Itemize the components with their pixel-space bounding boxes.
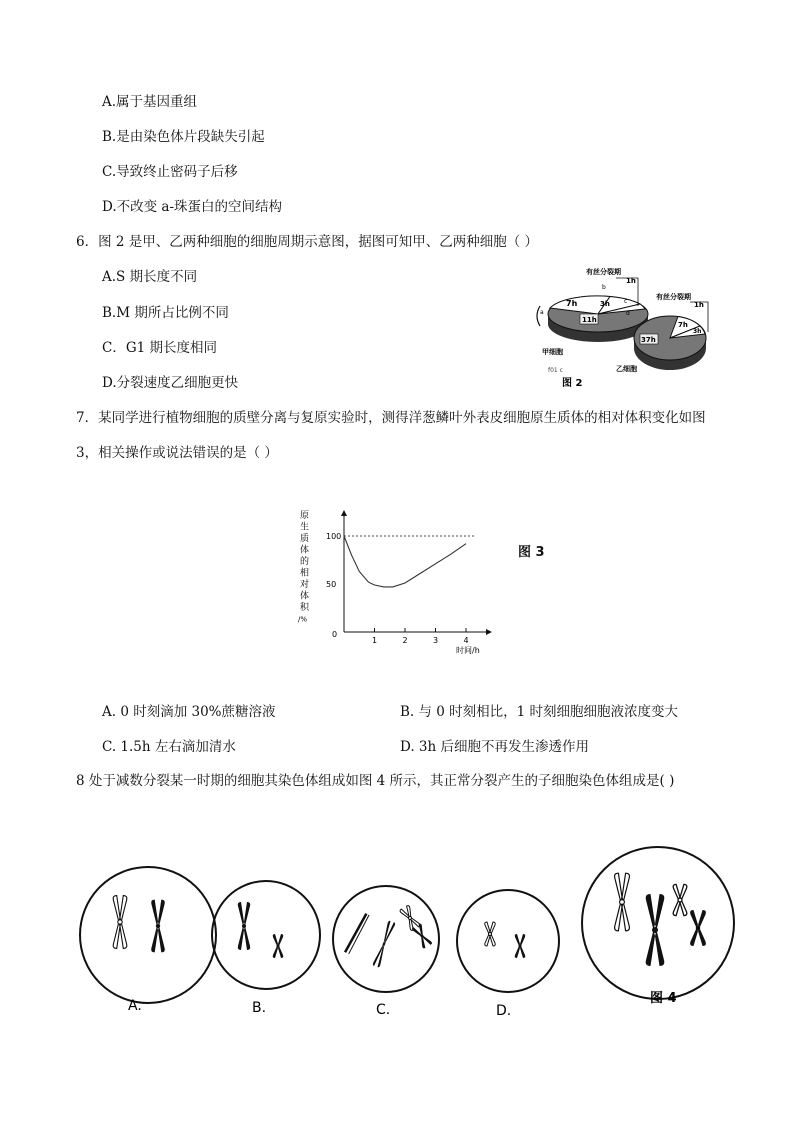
cell-c: [333, 886, 439, 992]
ylabel-char: /%: [298, 615, 308, 624]
jia-seg-3: 11h: [582, 316, 597, 324]
q7-stem-line2: 3，相关操作或说法错误的是（ ）: [76, 445, 278, 461]
fig2-corner-text: f01 c: [548, 367, 563, 374]
yi-mitosis-time: 1h: [694, 301, 704, 309]
x-tick-label: 3: [433, 636, 439, 645]
q7-option-a: A. 0 时刻滴加 30%蔗糖溶液: [102, 704, 276, 720]
q5-option-a: A.属于基因重组: [102, 94, 198, 110]
ylabel-char: 体: [300, 545, 310, 556]
fig4-caption: 图 4: [650, 991, 677, 1006]
jia-mitosis-label: 有丝分裂期: [586, 268, 621, 276]
jia-letter-b: b: [602, 284, 606, 291]
jia-letter-a: a: [540, 309, 544, 316]
figure-2-cell-cycle: [528, 262, 724, 390]
q5-option-c: C.导致终止密码子后移: [102, 164, 238, 180]
fig3-caption: 图 3: [518, 545, 545, 560]
q7-stem-line1: 7．某同学进行植物细胞的质壁分离与复原实验时，测得洋葱鳞叶外表皮细胞原生质体的相对体积变化如图: [76, 410, 706, 426]
jia-cell-name: 甲细胞: [542, 348, 563, 356]
origin-label: 0: [332, 630, 338, 639]
jia-seg-2: 3h: [600, 300, 610, 308]
yi-seg-1: 7h: [678, 321, 688, 329]
y-tick-label: 50: [326, 580, 337, 589]
figure-4-chromosomes: [70, 840, 750, 1030]
ylabel-char: 的: [300, 557, 310, 567]
ylabel-char: 原: [300, 511, 310, 521]
jia-seg-1: 7h: [566, 299, 578, 308]
y-axis-arrow: [341, 510, 347, 516]
jia-letter-c: c: [624, 298, 628, 305]
yi-mitosis-label: 有丝分裂期: [656, 293, 691, 301]
x-tick-label: 1: [372, 636, 378, 645]
fig2-caption: 图 2: [562, 378, 583, 389]
q7-option-b: B. 与 0 时刻相比，1 时刻细胞细胞液浓度变大: [400, 704, 679, 720]
cell-d-label: D.: [496, 1003, 512, 1019]
q6-stem: 6．图 2 是甲、乙两种细胞的细胞周期示意图，据图可知甲、乙两种细胞（ ）: [76, 234, 539, 250]
yi-seg-3: 37h: [641, 336, 656, 344]
ylabel-char: 对: [300, 580, 310, 590]
cell-a-label: A.: [128, 998, 142, 1014]
q8-stem: 8 处于减数分裂某一时期的细胞其染色体组成如图 4 所示，其正常分裂产生的子细胞染色体组成是( ): [76, 773, 675, 789]
ylabel-char: 积: [300, 603, 310, 613]
x-tick-label: 2: [402, 636, 408, 645]
yi-cell-name: 乙细胞: [616, 365, 637, 373]
x-tick-label: 4: [463, 636, 469, 645]
ylabel-char: 质: [300, 534, 310, 544]
ylabel-char: 生: [300, 522, 310, 533]
q7-option-d: D. 3h 后细胞不再发生渗透作用: [400, 739, 589, 755]
q5-option-b: B.是由染色体片段缺失引起: [102, 129, 265, 145]
q6-option-c: C．G1 期长度相同: [102, 340, 217, 356]
q5-option-d: D.不改变 a-珠蛋白的空间结构: [102, 199, 283, 215]
figure-3-chart: [296, 506, 506, 666]
jia-mitosis-time: 1h: [626, 277, 636, 285]
cell-b-label: B.: [252, 1000, 267, 1016]
q6-option-d: D.分裂速度乙细胞更快: [102, 375, 239, 391]
cell-c-label: C.: [376, 1002, 391, 1018]
jia-cell-pie: [548, 296, 648, 342]
chart-xlabel: 时间/h: [456, 646, 480, 655]
x-axis-arrow: [486, 629, 492, 635]
chart-ylabel: [298, 510, 310, 624]
q6-option-b: B.M 期所占比例不同: [102, 305, 229, 321]
cell-figure-4: [582, 847, 734, 999]
yi-seg-2: 3h: [693, 328, 702, 335]
jia-letter-d: d: [626, 310, 630, 317]
ylabel-char: 体: [300, 591, 310, 602]
ylabel-char: 相: [300, 568, 310, 579]
cell-d: [457, 890, 559, 992]
q7-option-c: C. 1.5h 左右滴加清水: [102, 739, 236, 755]
cell-b: [212, 881, 320, 989]
q6-option-a: A.S 期长度不同: [102, 269, 198, 285]
y-tick-label: 100: [326, 532, 342, 541]
cell-a: [80, 867, 216, 1003]
series-line: [344, 536, 466, 587]
